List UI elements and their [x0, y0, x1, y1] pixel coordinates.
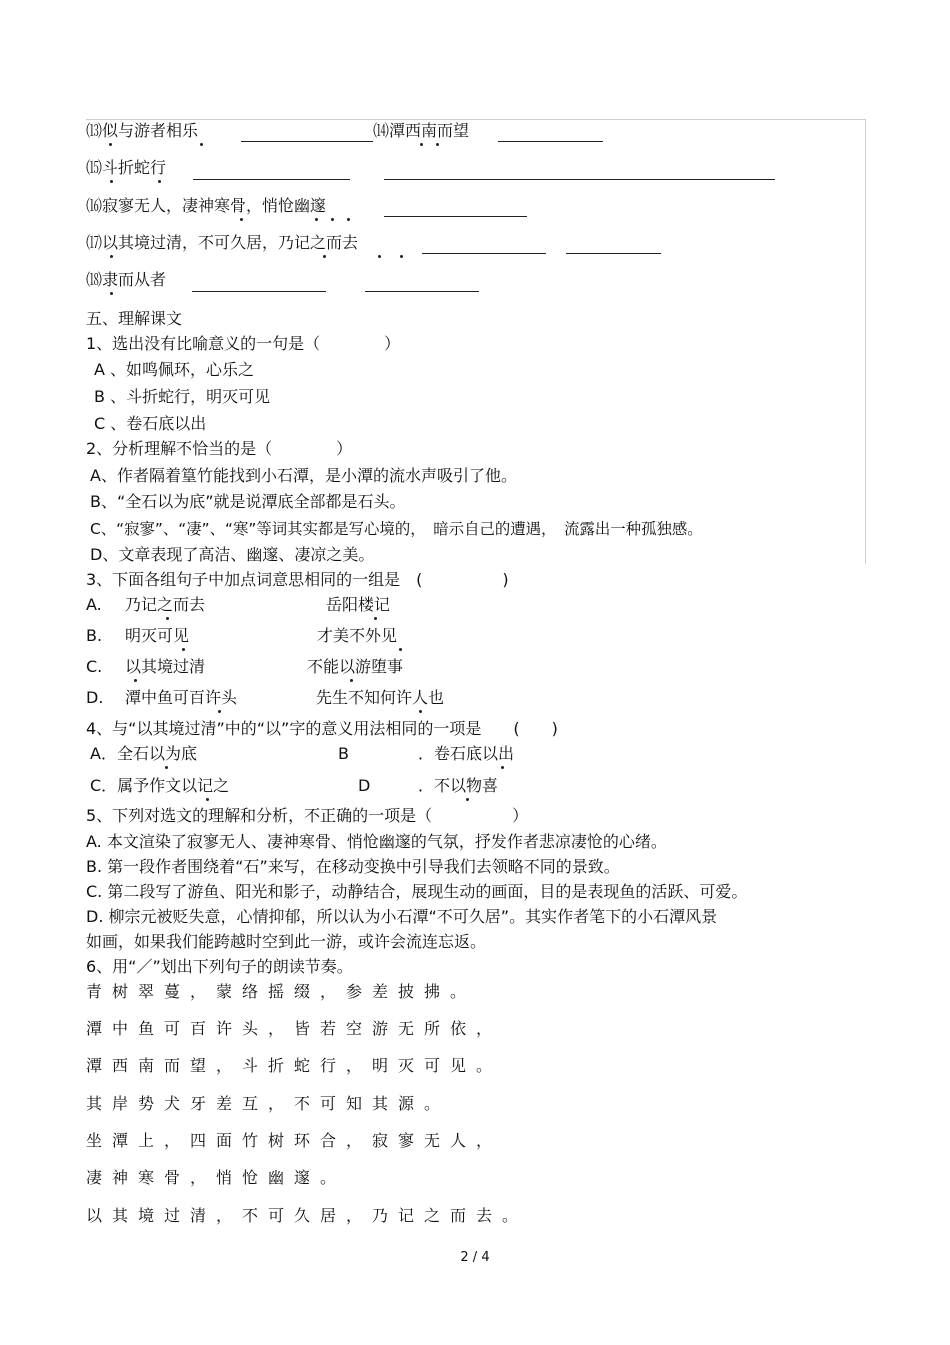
emphasis-dot [419, 710, 422, 713]
question-5-option-a: A. 本文渲染了寂寥无人、凄神寒骨、悄怆幽邃的气氛，抒发作者悲凉凄怆的心绪。 [86, 832, 667, 851]
question-4-option-b: ．卷石底以出 [418, 744, 515, 763]
question-4-option-b-label: B [338, 744, 349, 763]
vocab-item-16: ⒃寂寥无人，凄神寒骨，悄怆幽邃 [86, 196, 327, 215]
emphasis-dot [200, 143, 203, 146]
emphasis-dot [110, 180, 113, 183]
answer-blank-18a[interactable] [192, 291, 326, 292]
rhythm-line: 以其境过清，不可久居，乃记之而去。 [86, 1206, 529, 1225]
question-2-option-b: B、“全石以为底”就是说潭底全部都是石头。 [90, 492, 406, 511]
question-3-option-label: A. [86, 595, 102, 614]
question-5-option-b: B. 第一段作者围绕着“石”来写，在移动变换中引导我们去领略不同的景致。 [86, 857, 620, 876]
question-1-option-b: B 、斗折蛇行，明灭可见 [94, 387, 271, 406]
question-2-option-d: D、文章表现了高洁、幽邃、凄凉之美。 [90, 545, 375, 564]
emphasis-dot [501, 766, 504, 769]
emphasis-dot [466, 798, 469, 801]
emphasis-dot [182, 648, 185, 651]
emphasis-dot [350, 679, 353, 682]
question-5-option-d-line2: 如画，如果我们能跨越时空到此一游，或许会流连忘返。 [86, 932, 487, 951]
rhythm-line: 青树翠蔓，蒙络摇缀，参差披拂。 [86, 982, 477, 1001]
question-3-option-left: 乃记之而去 [125, 595, 206, 614]
page-number: 2 / 4 [460, 1250, 490, 1265]
emphasis-dot [420, 143, 423, 146]
vocab-item-13: ⒀似与游者相乐 [86, 121, 199, 140]
emphasis-dot [206, 798, 209, 801]
question-3-option-right: 先生不知何许人也 [316, 688, 445, 707]
emphasis-dot [374, 617, 377, 620]
emphasis-dot [110, 292, 113, 295]
question-4-option-c: C．属予作文以记之 [90, 776, 230, 795]
question-4-stem: 4、与“以其境过清”中的“以”字的意义用法相同的一项是 ( ) [86, 719, 558, 738]
question-1-stem: 1、选出没有比喻意义的一句是（ ） [86, 334, 401, 353]
question-3-option-label: C. [86, 657, 103, 676]
question-3-option-right: 岳阳楼记 [326, 595, 391, 614]
emphasis-dot [347, 218, 350, 221]
answer-blank-13[interactable] [241, 141, 373, 142]
question-2-stem: 2、分析理解不恰当的是（ ） [86, 439, 353, 458]
emphasis-dot [399, 648, 402, 651]
question-2-option-c: C、“寂寥”、“凄”、“寒”等词其实都是写心境的， 暗示自己的遭遇， 流露出一种孤独感。 [90, 520, 703, 538]
question-3-option-left: 潭中鱼可百许头 [125, 688, 238, 707]
emphasis-dot [436, 143, 439, 146]
vocab-item-15: ⒂斗折蛇行 [86, 158, 167, 177]
rhythm-line: 坐潭上，四面竹树环合，寂寥无人， [86, 1131, 503, 1150]
emphasis-dot [110, 255, 113, 258]
question-3-option-label: D. [86, 688, 104, 707]
answer-blank-14[interactable] [498, 141, 603, 142]
question-4-option-d: ．不以物喜 [418, 776, 499, 795]
question-3-option-label: B. [86, 626, 103, 645]
vocab-item-18: ⒅隶而从者 [86, 270, 167, 289]
question-5-stem: 5、下列对选文的理解和分析，不正确的一项是（ ） [86, 806, 529, 825]
rhythm-line: 凄神寒骨，悄怆幽邃。 [86, 1168, 347, 1187]
emphasis-dot [315, 218, 318, 221]
question-3-option-right: 才美不外见 [317, 626, 398, 645]
answer-blank-18b[interactable] [365, 291, 479, 292]
question-3-option-left: 以其境过清 [125, 657, 206, 676]
rhythm-line: 潭西南而望，斗折蛇行，明灭可见。 [86, 1056, 503, 1075]
emphasis-dot [109, 143, 112, 146]
rhythm-line: 其岸势犬牙差互，不可知其源。 [86, 1094, 451, 1113]
answer-blank-15b[interactable] [384, 179, 775, 180]
question-3-stem: 3、下面各组句子中加点词意思相同的一组是 ( ) [86, 570, 509, 589]
question-5-option-d-line1: D. 柳宗元被贬失意，心情抑郁，所以认为小石潭“不可久居”。其实作者笔下的小石潭风景 [86, 907, 718, 926]
question-4-option-a: A．全石以为底 [90, 744, 197, 763]
emphasis-dot [218, 710, 221, 713]
emphasis-dot [240, 218, 243, 221]
vocab-item-17: ⒄以其境过清，不可久居，乃记之而去 [86, 233, 359, 252]
emphasis-dot [378, 255, 381, 258]
emphasis-dot [158, 180, 161, 183]
answer-blank-17a[interactable] [422, 253, 546, 254]
frame-top-line [86, 119, 866, 120]
frame-right-line [865, 119, 866, 564]
question-1-option-a: A 、如鸣佩环，心乐之 [94, 360, 255, 379]
question-3-option-left: 明灭可见 [125, 626, 190, 645]
question-1-option-c: C 、卷石底以出 [94, 414, 207, 433]
emphasis-dot [134, 679, 137, 682]
answer-blank-15a[interactable] [193, 179, 350, 180]
rhythm-line: 潭中鱼可百许头，皆若空游无所依， [86, 1019, 503, 1038]
question-4-option-d-label: D [358, 776, 371, 795]
question-6-stem: 6、用“／”划出下列句子的朗读节奏。 [86, 957, 353, 976]
vocab-item-14: ⒁潭西南而望 [373, 121, 470, 140]
question-5-option-c: C. 第二段写了游鱼、阳光和影子，动静结合，展现生动的画面，目的是表现鱼的活跃、可爱。 [86, 882, 748, 901]
answer-blank-16[interactable] [384, 216, 527, 217]
answer-blank-17b[interactable] [566, 253, 661, 254]
emphasis-dot [166, 617, 169, 620]
question-3-option-right: 不能以游堕事 [307, 657, 404, 676]
emphasis-dot [331, 218, 334, 221]
emphasis-dot [323, 255, 326, 258]
emphasis-dot [165, 766, 168, 769]
section-heading: 五、理解课文 [86, 309, 183, 328]
question-2-option-a: A、作者隔着篁竹能找到小石潭，是小潭的流水声吸引了他。 [90, 466, 517, 485]
emphasis-dot [400, 255, 403, 258]
